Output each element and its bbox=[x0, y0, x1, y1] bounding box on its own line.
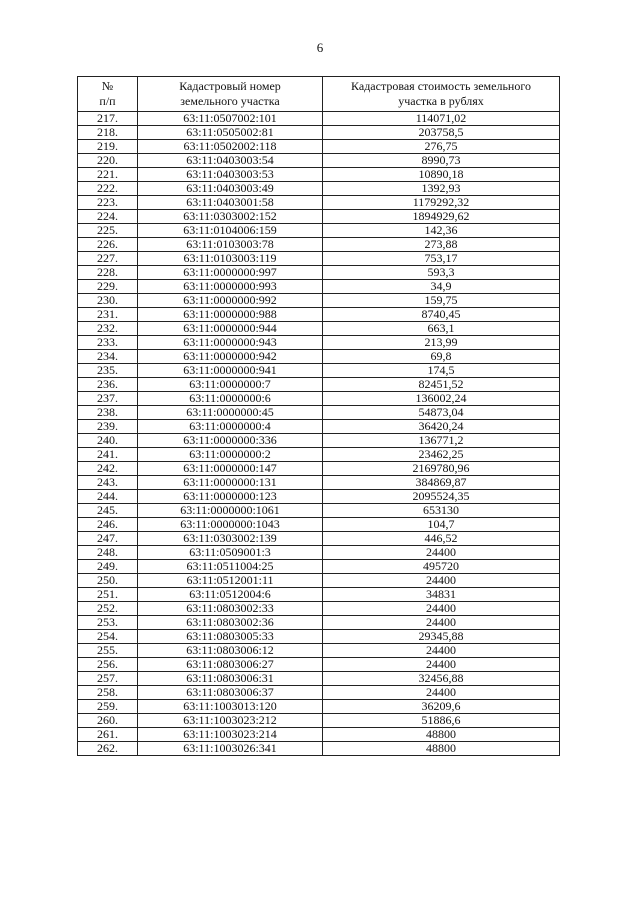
table-row bbox=[78, 518, 560, 532]
cadastral-number-cell: 63:11:0803005:33 bbox=[138, 630, 323, 644]
table-row bbox=[78, 280, 560, 294]
row-number-cell: 226. bbox=[78, 238, 138, 252]
row-number-cell: 234. bbox=[78, 350, 138, 364]
cadastral-number-cell: 63:11:0403003:49 bbox=[138, 182, 323, 196]
cadastral-value-cell: 136771,2 bbox=[323, 434, 560, 448]
row-number-cell: 240. bbox=[78, 434, 138, 448]
cadastral-number-cell: 63:11:0000000:943 bbox=[138, 336, 323, 350]
table-row bbox=[78, 336, 560, 350]
cadastral-value-cell: 203758,5 bbox=[323, 126, 560, 140]
cadastral-number-cell: 63:11:0803006:12 bbox=[138, 644, 323, 658]
cadastral-number-cell: 63:11:0000000:147 bbox=[138, 462, 323, 476]
table-row bbox=[78, 546, 560, 560]
cadastral-number-cell: 63:11:0803006:37 bbox=[138, 686, 323, 700]
table-row bbox=[78, 434, 560, 448]
table-body bbox=[78, 112, 560, 756]
cadastral-value-cell: 48800 bbox=[323, 742, 560, 756]
row-number-cell: 254. bbox=[78, 630, 138, 644]
cadastral-value-cell: 36420,24 bbox=[323, 420, 560, 434]
row-number-cell: 248. bbox=[78, 546, 138, 560]
table-row bbox=[78, 462, 560, 476]
row-number-cell: 231. bbox=[78, 308, 138, 322]
table-row bbox=[78, 644, 560, 658]
header-number bbox=[78, 77, 138, 112]
cadastral-number-cell: 63:11:0000000:7 bbox=[138, 378, 323, 392]
row-number-cell: 249. bbox=[78, 560, 138, 574]
row-number-cell: 229. bbox=[78, 280, 138, 294]
cadastral-number-cell: 63:11:0505002:81 bbox=[138, 126, 323, 140]
cadastral-value-cell: 24400 bbox=[323, 686, 560, 700]
row-number-cell: 256. bbox=[78, 658, 138, 672]
cadastral-number-cell: 63:11:0104006:159 bbox=[138, 224, 323, 238]
row-number-cell: 222. bbox=[78, 182, 138, 196]
cadastral-value-cell: 384869,87 bbox=[323, 476, 560, 490]
cadastral-number-cell: 63:11:0507002:101 bbox=[138, 112, 323, 126]
cadastral-number-cell: 63:11:1003013:120 bbox=[138, 700, 323, 714]
cadastral-number-cell: 63:11:0000000:45 bbox=[138, 406, 323, 420]
row-number-cell: 262. bbox=[78, 742, 138, 756]
table-row bbox=[78, 420, 560, 434]
cadastral-number-cell: 63:11:0512001:11 bbox=[138, 574, 323, 588]
cadastral-value-cell: 446,52 bbox=[323, 532, 560, 546]
table-row bbox=[78, 308, 560, 322]
row-number-cell: 251. bbox=[78, 588, 138, 602]
header-cadastral-number bbox=[138, 77, 323, 112]
row-number-cell: 227. bbox=[78, 252, 138, 266]
table-row bbox=[78, 448, 560, 462]
row-number-cell: 247. bbox=[78, 532, 138, 546]
cadastral-value-cell: 653130 bbox=[323, 504, 560, 518]
table-row bbox=[78, 728, 560, 742]
row-number-cell: 243. bbox=[78, 476, 138, 490]
table-row bbox=[78, 196, 560, 210]
cadastral-value-cell: 142,36 bbox=[323, 224, 560, 238]
cadastral-value-cell: 2095524,35 bbox=[323, 490, 560, 504]
cadastral-value-cell: 24400 bbox=[323, 616, 560, 630]
cadastral-value-cell: 663,1 bbox=[323, 322, 560, 336]
table-row bbox=[78, 252, 560, 266]
table-row bbox=[78, 182, 560, 196]
cadastral-value-cell: 273,88 bbox=[323, 238, 560, 252]
table-row bbox=[78, 574, 560, 588]
row-number-cell: 260. bbox=[78, 714, 138, 728]
cadastral-number-cell: 63:11:0803002:36 bbox=[138, 616, 323, 630]
cadastral-number-cell: 63:11:0000000:1061 bbox=[138, 504, 323, 518]
cadastral-value-cell: 24400 bbox=[323, 546, 560, 560]
row-number-cell: 225. bbox=[78, 224, 138, 238]
row-number-cell: 252. bbox=[78, 602, 138, 616]
cadastral-number-cell: 63:11:0000000:992 bbox=[138, 294, 323, 308]
cadastral-number-cell: 63:11:0303002:139 bbox=[138, 532, 323, 546]
cadastral-number-cell: 63:11:0000000:997 bbox=[138, 266, 323, 280]
row-number-cell: 246. bbox=[78, 518, 138, 532]
table-row bbox=[78, 490, 560, 504]
cadastral-number-cell: 63:11:1003023:212 bbox=[138, 714, 323, 728]
table-row bbox=[78, 616, 560, 630]
cadastral-value-cell: 34,9 bbox=[323, 280, 560, 294]
table-row bbox=[78, 140, 560, 154]
cadastral-value-cell: 174,5 bbox=[323, 364, 560, 378]
row-number-cell: 258. bbox=[78, 686, 138, 700]
table-row bbox=[78, 686, 560, 700]
cadastral-value-cell: 1894929,62 bbox=[323, 210, 560, 224]
row-number-cell: 244. bbox=[78, 490, 138, 504]
cadastral-value-cell: 24400 bbox=[323, 644, 560, 658]
table-row bbox=[78, 476, 560, 490]
cadastral-number-cell: 63:11:0000000:942 bbox=[138, 350, 323, 364]
table-row bbox=[78, 350, 560, 364]
cadastral-number-cell: 63:11:0000000:336 bbox=[138, 434, 323, 448]
table-row bbox=[78, 672, 560, 686]
row-number-cell: 242. bbox=[78, 462, 138, 476]
row-number-cell: 232. bbox=[78, 322, 138, 336]
table-row bbox=[78, 532, 560, 546]
cadastral-number-cell: 63:11:0502002:118 bbox=[138, 140, 323, 154]
cadastral-number-cell: 63:11:0512004:6 bbox=[138, 588, 323, 602]
cadastral-number-cell: 63:11:0803006:31 bbox=[138, 672, 323, 686]
cadastral-value-cell: 24400 bbox=[323, 602, 560, 616]
table-row bbox=[78, 112, 560, 126]
cadastral-number-cell: 63:11:0803006:27 bbox=[138, 658, 323, 672]
row-number-cell: 239. bbox=[78, 420, 138, 434]
table-row bbox=[78, 378, 560, 392]
cadastral-number-cell: 63:11:0403003:53 bbox=[138, 168, 323, 182]
row-number-cell: 220. bbox=[78, 154, 138, 168]
table-row bbox=[78, 210, 560, 224]
cadastral-number-cell: 63:11:0000000:6 bbox=[138, 392, 323, 406]
row-number-cell: 235. bbox=[78, 364, 138, 378]
cadastral-value-cell: 276,75 bbox=[323, 140, 560, 154]
row-number-cell: 224. bbox=[78, 210, 138, 224]
row-number-cell: 238. bbox=[78, 406, 138, 420]
cadastral-number-cell: 63:11:1003023:214 bbox=[138, 728, 323, 742]
row-number-cell: 241. bbox=[78, 448, 138, 462]
cadastral-number-cell: 63:11:0303002:152 bbox=[138, 210, 323, 224]
row-number-cell: 219. bbox=[78, 140, 138, 154]
row-number-cell: 250. bbox=[78, 574, 138, 588]
header-number-line2: п/п bbox=[99, 94, 116, 108]
cadastral-value-cell: 8740,45 bbox=[323, 308, 560, 322]
table-header-row bbox=[78, 77, 560, 112]
table-row bbox=[78, 364, 560, 378]
row-number-cell: 261. bbox=[78, 728, 138, 742]
cadastral-number-cell: 63:11:0403003:54 bbox=[138, 154, 323, 168]
row-number-cell: 245. bbox=[78, 504, 138, 518]
header-value-line2: участка в рублях bbox=[398, 94, 484, 108]
row-number-cell: 236. bbox=[78, 378, 138, 392]
table-row bbox=[78, 602, 560, 616]
header-cadastral-value bbox=[323, 77, 560, 112]
cadastral-number-cell: 63:11:0000000:4 bbox=[138, 420, 323, 434]
cadastral-value-cell: 54873,04 bbox=[323, 406, 560, 420]
cadastral-number-cell: 63:11:0000000:1043 bbox=[138, 518, 323, 532]
table-row bbox=[78, 266, 560, 280]
cadastral-value-cell: 23462,25 bbox=[323, 448, 560, 462]
cadastral-number-cell: 63:11:0403001:58 bbox=[138, 196, 323, 210]
row-number-cell: 253. bbox=[78, 616, 138, 630]
cadastral-number-cell: 63:11:0103003:119 bbox=[138, 252, 323, 266]
page-number: 6 bbox=[316, 40, 324, 55]
cadastral-value-cell: 36209,6 bbox=[323, 700, 560, 714]
table-row bbox=[78, 224, 560, 238]
row-number-cell: 259. bbox=[78, 700, 138, 714]
cadastral-value-cell: 1392,93 bbox=[323, 182, 560, 196]
row-number-cell: 228. bbox=[78, 266, 138, 280]
cadastral-value-cell: 753,17 bbox=[323, 252, 560, 266]
row-number-cell: 221. bbox=[78, 168, 138, 182]
table-row bbox=[78, 630, 560, 644]
table-row bbox=[78, 658, 560, 672]
cadastral-value-cell: 24400 bbox=[323, 658, 560, 672]
row-number-cell: 237. bbox=[78, 392, 138, 406]
cadastral-number-cell: 63:11:0000000:2 bbox=[138, 448, 323, 462]
cadastral-number-cell: 63:11:0000000:944 bbox=[138, 322, 323, 336]
table-row bbox=[78, 238, 560, 252]
row-number-cell: 218. bbox=[78, 126, 138, 140]
row-number-cell: 233. bbox=[78, 336, 138, 350]
cadastral-number-cell: 63:11:0803002:33 bbox=[138, 602, 323, 616]
table-row bbox=[78, 406, 560, 420]
cadastral-table bbox=[77, 76, 560, 756]
cadastral-number-cell: 63:11:0103003:78 bbox=[138, 238, 323, 252]
cadastral-number-cell: 63:11:0511004:25 bbox=[138, 560, 323, 574]
cadastral-value-cell: 24400 bbox=[323, 574, 560, 588]
row-number-cell: 255. bbox=[78, 644, 138, 658]
cadastral-number-cell: 63:11:0000000:988 bbox=[138, 308, 323, 322]
cadastral-value-cell: 114071,02 bbox=[323, 112, 560, 126]
cadastral-value-cell: 593,3 bbox=[323, 266, 560, 280]
cadastral-value-cell: 32456,88 bbox=[323, 672, 560, 686]
table-row bbox=[78, 294, 560, 308]
cadastral-number-cell: 63:11:0000000:941 bbox=[138, 364, 323, 378]
table-row bbox=[78, 154, 560, 168]
cadastral-value-cell: 82451,52 bbox=[323, 378, 560, 392]
cadastral-value-cell: 34831 bbox=[323, 588, 560, 602]
row-number-cell: 223. bbox=[78, 196, 138, 210]
table-row bbox=[78, 588, 560, 602]
cadastral-value-cell: 213,99 bbox=[323, 336, 560, 350]
cadastral-value-cell: 48800 bbox=[323, 728, 560, 742]
cadastral-value-cell: 69,8 bbox=[323, 350, 560, 364]
cadastral-value-cell: 1179292,32 bbox=[323, 196, 560, 210]
row-number-cell: 257. bbox=[78, 672, 138, 686]
cadastral-value-cell: 136002,24 bbox=[323, 392, 560, 406]
cadastral-value-cell: 8990,73 bbox=[323, 154, 560, 168]
cadastral-value-cell: 2169780,96 bbox=[323, 462, 560, 476]
table-row bbox=[78, 392, 560, 406]
cadastral-value-cell: 159,75 bbox=[323, 294, 560, 308]
cadastral-number-cell: 63:11:0000000:131 bbox=[138, 476, 323, 490]
cadastral-number-cell: 63:11:0000000:123 bbox=[138, 490, 323, 504]
header-value-line1: Кадастровая стоимость земельного bbox=[351, 79, 531, 93]
header-cadastral-line2: земельного участка bbox=[180, 94, 280, 108]
table-row bbox=[78, 742, 560, 756]
row-number-cell: 230. bbox=[78, 294, 138, 308]
cadastral-number-cell: 63:11:0000000:993 bbox=[138, 280, 323, 294]
cadastral-number-cell: 63:11:1003026:341 bbox=[138, 742, 323, 756]
table-row bbox=[78, 126, 560, 140]
cadastral-value-cell: 104,7 bbox=[323, 518, 560, 532]
cadastral-value-cell: 495720 bbox=[323, 560, 560, 574]
cadastral-value-cell: 51886,6 bbox=[323, 714, 560, 728]
cadastral-value-cell: 10890,18 bbox=[323, 168, 560, 182]
row-number-cell: 217. bbox=[78, 112, 138, 126]
header-number-line1: № bbox=[101, 79, 114, 93]
table-row bbox=[78, 714, 560, 728]
table-row bbox=[78, 168, 560, 182]
cadastral-number-cell: 63:11:0509001:3 bbox=[138, 546, 323, 560]
table-row bbox=[78, 322, 560, 336]
table-row bbox=[78, 560, 560, 574]
table-row bbox=[78, 504, 560, 518]
table-row bbox=[78, 700, 560, 714]
header-cadastral-line1: Кадастровый номер bbox=[179, 79, 281, 93]
cadastral-value-cell: 29345,88 bbox=[323, 630, 560, 644]
